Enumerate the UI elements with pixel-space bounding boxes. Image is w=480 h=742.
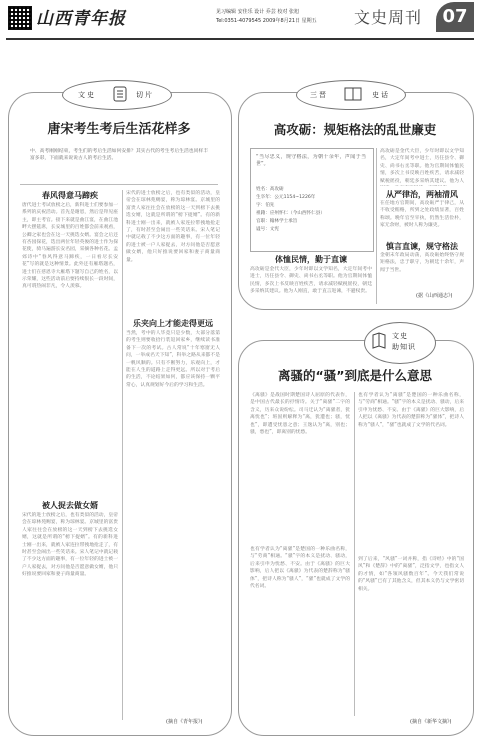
body-text-col2a: 宋代的进士放榜之后，也有类似的活动，皇帝会在琼林苑赐宴，称为琼林宴。京城里的富贵人家往往会在放榜的这一天到榜下去挑选女婿，这就是所谓的“榜下捉婿”。有的新科进士刚一出来，就被人家连拉带拽地抢走了，有时甚至会闹出一些笑话来。宋人笔记中就记载了不少这方面的趣事，有一位年轻的进士被一户人家捉去，对方问他是否愿意做女婿，他只好推说要回家和妻子商量商量。 — [126, 191, 220, 263]
profile-quote: “当尽忠义，规守格法，为朝十余年，声闻于当世”。 — [256, 154, 366, 168]
body-text-col1a: 唐代进士考试放榜之后，新科进士们要参加一系列的庆祝活动。首先是谢恩，然后是拜见座主，即主考官。接下来就是曲江宴，在曲江池畔大摆筵席，长安城里的百姓都会前来观看，公卿之家也会在这一天挑选女婿。宴会之后还有杏园探花，选出两位年轻英俊的进士作为探花使，骑马遍游长安名园，采摘各种名花。孟郊诗中“春风得意马蹄疾，一日看尽长安花”写的就是这种情景。此外还有雁塔题名，进士们在慈恩寺大雁塔下题写自己的姓名，以示荣耀，这些活动前后要持续很长一段时间，真可谓热闹非凡，令人羡慕。 — [22, 203, 118, 290]
article-source: (摘自《新华文摘》) — [410, 719, 452, 725]
article-title: 唐宋考生考后生活花样多 — [47, 122, 191, 137]
tag-right-label: 切片 — [136, 91, 154, 99]
body-text-col2a: 高攻砺是金代大臣，少年时即以文学知名，大定年间考中进士，历任县令、御史、尚书右丞等职。他为官期间体恤民情，多次上书反映百姓疾苦，请求减轻赋税徭役，朝廷多采纳其建议。他为人 — [380, 149, 464, 184]
tag-left-label: 文史 — [392, 332, 408, 340]
profile-posthumous: 谥号：文宪 — [256, 227, 279, 232]
header-rule — [6, 38, 474, 40]
column-divider — [376, 148, 377, 304]
body-text-col2b: 到了后来，“风骚”一词并称，指《诗经》中的“国风”和《楚辞》中的“离骚”，泛指文学，也指文人的才情，如“各领风骚数百年”。今天我们常说的“风骚”已有了其他含义，但其本义仍与文学密切相关。 — [358, 557, 464, 592]
profile-years: 生卒年：公元1154~1226年 — [256, 195, 316, 200]
article-title: 高攻砺：规矩格法的乱世廉吏 — [273, 122, 437, 137]
page-number: 07 — [436, 2, 474, 32]
profile-style-name: 字：伯先 — [256, 203, 275, 208]
body-text-col1b: 也有学者认为“离骚”是楚国的一种乐曲名称，与“劳商”相通。“骚”字的本义是扰动、骚动，后来引申为忧愁、不安。由于《离骚》的巨大影响，后人把以《离骚》为代表的楚辞称为“骚体”，把诗人称为“骚人”，“骚”也就成了文学的代名词。 — [250, 547, 350, 590]
tag-left-label: 文史 — [78, 91, 96, 99]
body-text-col2b: 在任地方官期间，高攻砺严于律己，从不收受贿赂，所到之处政绩显著，百姓称颂。晚年官至宰执，仍然生活俭朴，家无余财，被时人称为廉吏。 — [380, 201, 464, 229]
profile-hometown: 祖籍：应州怀仁（今山西怀仁县） — [256, 211, 325, 216]
tag-right-label: 史话 — [372, 91, 390, 99]
subheading-2: 被人捉去做女婿 — [42, 500, 98, 510]
contact-date-line: Tel:0351-4079545 2009年8月21日 星期五 — [216, 18, 317, 24]
subheading-2: 从严律治，两袖清风 — [386, 189, 458, 199]
subheading-3: 乐夹向上才能走得更远 — [133, 318, 213, 328]
editor-credits: 见习编辑 安佳乐 设计 乔芸 校对 张旭 — [216, 9, 299, 15]
body-text-col2c: 金朝末年政局动荡，高攻砺始终恪守规矩格法，忠于职守，为朝廷十余年，声闻于当世。 — [380, 253, 464, 273]
profile-name: 姓名：高攻砺 — [256, 187, 284, 192]
body-text-col1: 高攻砺是金代大臣，少年时即以文学知名，大定年间考中进士，历任县令、御史、尚书右丞等职。他为官期间体恤民情，多次上书反映百姓疾苦，请求减轻赋税徭役，朝廷多采纳其建议。他为人刚直，敢于直言进谏，不避权贵。 — [250, 267, 372, 295]
profile-list — [256, 186, 368, 234]
article-source: (据《山西通志》) — [416, 293, 453, 299]
profile-office: 官职：翰林学士承旨 — [256, 219, 298, 224]
book-icon — [370, 330, 388, 352]
tag-right-label: 助知识 — [392, 343, 416, 351]
subheading-1: 体恤民情，勤于直谏 — [275, 254, 347, 264]
column-divider — [122, 190, 123, 720]
newspaper-logo: 山西青年报 — [36, 9, 126, 29]
body-text-col2a: 也有学者认为“离骚”是楚国的一种乐曲名称，与“劳商”相通。“骚”字的本义是扰动、骚动，后来引申为忧愁、不安。由于《离骚》的巨大影响，后人把以《离骚》为代表的楚辞称为“骚体”，把诗人称为“骚人”，“骚”也就成了文学的代名词。 — [358, 393, 464, 428]
body-text-col1a: 《离骚》是战国时期楚国诗人屈原的代表作，是中国古代最长的抒情诗。关于“离骚”二字的含义，历来众说纷纭。司马迁认为“离骚者，犹离忧也”；班固则解释为“离，犹遭也；骚，忧也”，即遭受忧患之意；王逸认为“离，别也；骚，愁也”，即离别的忧愁。 — [250, 393, 350, 436]
article-title: 离骚的“骚”到底是什么意思 — [278, 368, 432, 383]
qr-code — [8, 6, 32, 30]
scroll-icon — [110, 84, 130, 104]
tag-left-label: 三晋 — [310, 91, 328, 99]
column-icon — [342, 84, 364, 104]
body-text-col2b: 当然，考中的人毕竟只是少数，大部分落第的考生则要收拾行装返回家乡，继续读书准备下一次的考试。古人常说“十年寒窗无人问，一举成名天下知”，科举之路从来都不是一帆风顺的。只有不断努力，乐观向上，才能在人生的道路上走得更远。所以对于考后的生活，不论结果如何，都应该保持一颗平常心，认真规划好今后的学习和生活。 — [126, 331, 220, 388]
section-name: 文史周刊 — [354, 8, 423, 27]
body-text-col1b: 宋代的进士放榜之后，也有类似的活动，皇帝会在琼林苑赐宴，称为琼林宴。京城里的富贵人家往往会在放榜的这一天到榜下去挑选女婿，这就是所谓的“榜下捉婿”。有的新科进士刚一出来，就被人家连拉带拽地抢走了，有时甚至会闹出一些笑话来。宋人笔记中就记载了不少这方面的趣事，有一位年轻的进士被一户人家捉去，对方问他是否愿意做女婿，他只好推说要回家和妻子商量商量。 — [22, 513, 118, 578]
article-lead: 中、高考刚刚结束，考生们的考后生活如何安排？其实古代的考生考后生活也同样丰富多彩，下面就来说说古人的考后生活。 — [30, 149, 208, 162]
column-divider — [354, 392, 355, 716]
divider — [20, 184, 218, 185]
subheading-1: 春风得意马蹄疾 — [42, 190, 98, 200]
article-source: (摘自《青年报》) — [166, 719, 203, 725]
subheading-3: 慎言直谏，规守格法 — [386, 241, 458, 251]
